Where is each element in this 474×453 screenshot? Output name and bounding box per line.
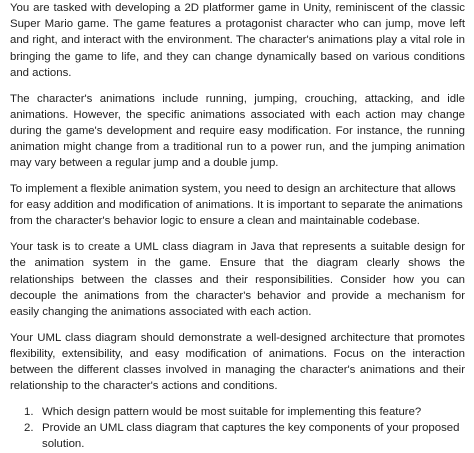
question-item: [24, 404, 465, 420]
document-body: [10, 0, 465, 453]
paragraph-intro: You are tasked with developing a 2D platformer game in Unity, reminiscent of the classic Super Mario game. The game features a protagonist character who can jump, move left and right, and interact with the environment. The character's animations play a vital role in bringing the game to life, and they can change dynamically based on various conditions and actions.: [10, 2, 465, 79]
paragraph-task: Your task is to create a UML class diagram in Java that represents a suitable design for the animation system in the game. Ensure that the diagram clearly shows the relationships between the classes and their responsibilities. Consider how you can decouple the animations from the character's behavior and provide a mechanism for easily changing the animations associated with each action.: [10, 241, 465, 318]
paragraph-animations: The character's animations include running, jumping, crouching, attacking, and idle animations. However, the specific animations associated with each action may change during the game's development and require easy modification. For instance, the running animation might change from a traditional run to a power run, and the jumping animation may vary between a regular jump and a double jump.: [10, 92, 465, 170]
question-number: 2.: [24, 422, 34, 435]
question-text: Provide an UML class diagram that captures the key components of your proposed solution.: [42, 422, 460, 451]
paragraph-flexible-system: To implement a flexible animation system, you need to design an architecture that allows for easy addition and modification of animations. It is important to separate the animations from the character's behavior logic to ensure a clean and maintainable codebase.: [10, 183, 463, 228]
question-number: 1.: [24, 405, 34, 418]
question-item: [24, 420, 465, 452]
paragraph-uml-requirements: Your UML class diagram should demonstrate a well-designed architecture that promotes flexibility, extensibility, and easy modification of animations. Focus on the interaction between the different classes involved in managing the character's animations and their relationship to the character's actions and conditions.: [10, 331, 465, 393]
question-list: [10, 404, 465, 453]
question-text: Which design pattern would be most suitable for implementing this feature?: [42, 405, 422, 418]
